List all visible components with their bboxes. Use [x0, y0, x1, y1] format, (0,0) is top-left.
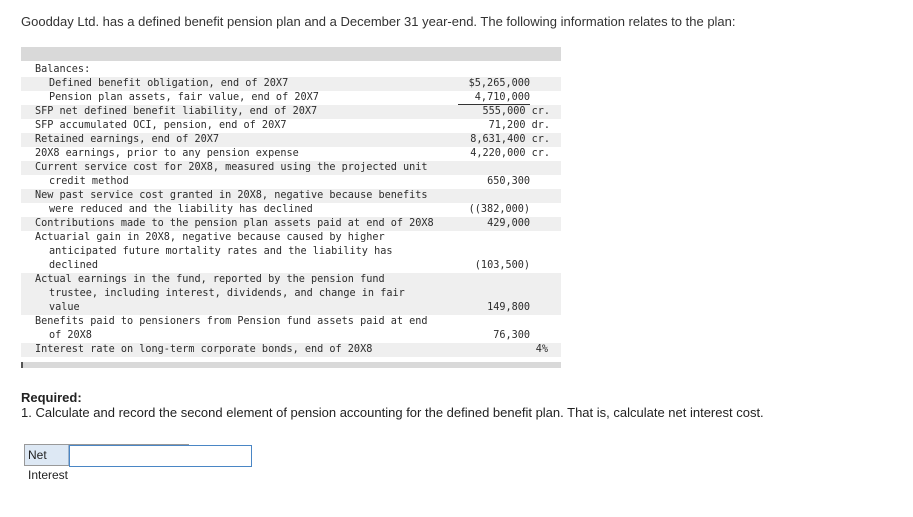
table-row — [21, 77, 561, 91]
table-row — [21, 203, 561, 217]
table-row — [21, 189, 561, 203]
row-value: 71,200 dr. — [488, 120, 550, 131]
table-row — [21, 217, 561, 231]
table-row — [21, 245, 561, 259]
table-row — [21, 133, 561, 147]
required-instruction: 1. Calculate and record the second element of pension accounting for the defined benefit plan. That is, calculate net interest cost. — [21, 405, 764, 420]
row-label: credit method — [49, 176, 129, 187]
table-row — [21, 301, 561, 315]
row-value: (103,500) — [474, 260, 530, 271]
net-interest-row — [24, 444, 189, 482]
table-row — [21, 329, 561, 343]
row-label: were reduced and the liability has declined — [49, 204, 313, 215]
net-interest-label: Net Interest — [25, 445, 69, 465]
required-title: Required: — [21, 390, 82, 405]
row-value: $5,265,000 — [468, 78, 530, 89]
table-row — [21, 105, 561, 119]
information-table — [21, 47, 561, 368]
row-label: Current service cost for 20X8, measured using the projected unit — [35, 162, 428, 173]
row-value: 4% — [535, 344, 548, 355]
net-interest-input[interactable] — [69, 445, 252, 467]
table-row — [21, 259, 561, 273]
row-label: value — [49, 302, 80, 313]
intro-text: Goodday Ltd. has a defined benefit pension plan and a December 31 year-end. The following information relates to the plan: — [21, 14, 736, 29]
row-label: Benefits paid to pensioners from Pension fund assets paid at end — [35, 316, 428, 327]
row-label: Actuarial gain in 20X8, negative because caused by higher — [35, 232, 385, 243]
table-row — [21, 343, 561, 357]
row-label: declined — [49, 260, 99, 271]
row-value: 8,631,400 cr. — [470, 134, 550, 145]
table-row — [21, 119, 561, 133]
row-label: Pension plan assets, fair value, end of 20X7 — [49, 92, 319, 103]
row-label: Defined benefit obligation, end of 20X7 — [49, 78, 289, 89]
row-label: Interest rate on long-term corporate bonds, end of 20X8 — [35, 344, 373, 355]
table-row — [21, 147, 561, 161]
row-label: anticipated future mortality rates and the liability has — [49, 246, 393, 257]
row-value: 650,300 — [487, 176, 530, 187]
row-label: trustee, including interest, dividends, and change in fair — [49, 288, 405, 299]
row-value: 429,000 — [487, 218, 530, 229]
table-row — [21, 273, 561, 287]
table-row — [21, 161, 561, 175]
required-section — [21, 390, 764, 420]
row-value: 555,000 cr. — [482, 106, 550, 117]
table-row — [21, 175, 561, 189]
table-row — [21, 91, 561, 105]
row-label: Balances: — [35, 64, 91, 75]
row-label: SFP accumulated OCI, pension, end of 20X7 — [35, 120, 287, 131]
row-label: Contributions made to the pension plan assets paid at end of 20X8 — [35, 218, 434, 229]
row-label: SFP net defined benefit liability, end of 20X7 — [35, 106, 318, 117]
row-value: 149,800 — [487, 302, 530, 313]
table-footer-bar — [21, 362, 561, 368]
row-label: Actual earnings in the fund, reported by the pension fund — [35, 274, 385, 285]
row-label: of 20X8 — [49, 330, 92, 341]
row-value: 4,220,000 cr. — [470, 148, 550, 159]
row-label: 20X8 earnings, prior to any pension expense — [35, 148, 299, 159]
row-value: ((382,000) — [468, 204, 530, 215]
row-value: 4,710,000 — [458, 91, 530, 105]
table-row — [21, 287, 561, 301]
row-label: Retained earnings, end of 20X7 — [35, 134, 220, 145]
table-header-bar — [21, 47, 561, 61]
table-row — [21, 231, 561, 245]
row-label: New past service cost granted in 20X8, negative because benefits — [35, 190, 428, 201]
row-value: 76,300 — [493, 330, 530, 341]
table-row — [21, 63, 561, 77]
table-row — [21, 315, 561, 329]
